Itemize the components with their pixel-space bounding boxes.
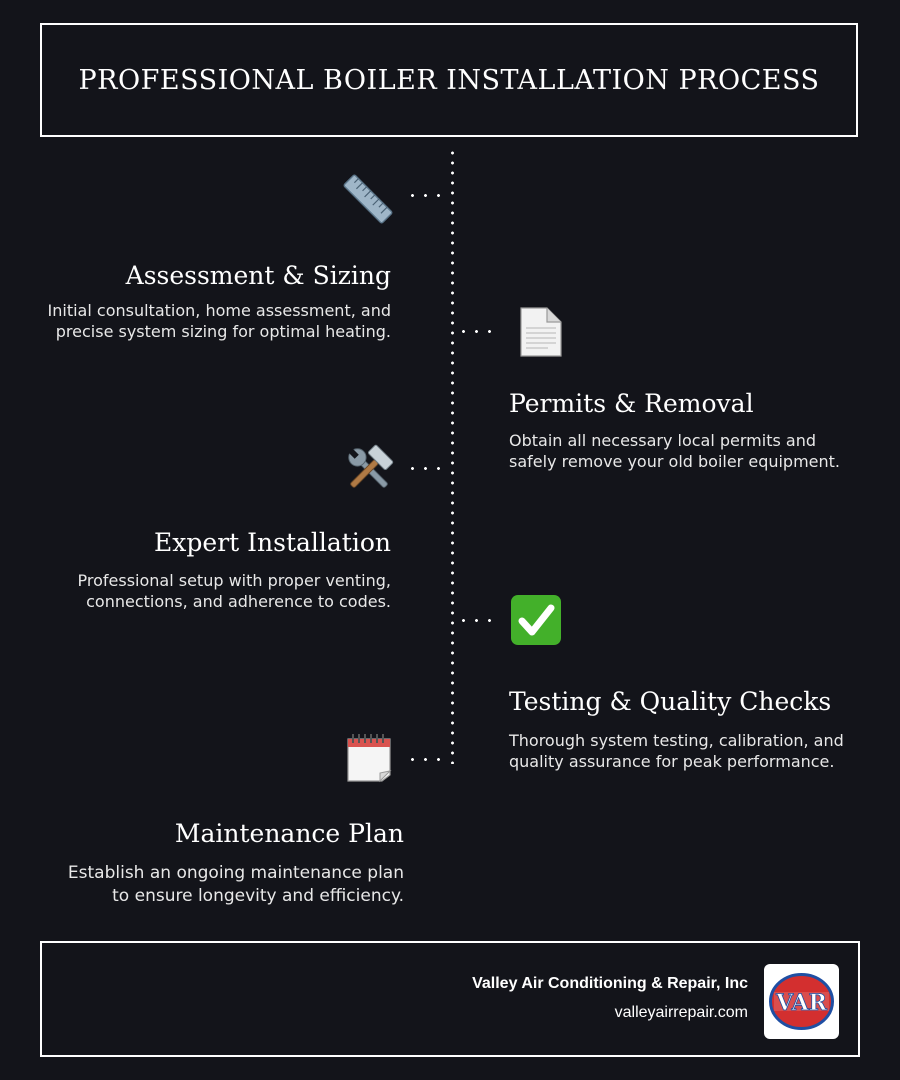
step-desc-maintenance: Establish an ongoing maintenance plan to ensure longevity and efficiency. xyxy=(67,863,404,906)
step-title-assessment: Assessment & Sizing xyxy=(125,261,391,290)
step-title-installation: Expert Installation xyxy=(154,528,391,557)
connector-step-2 xyxy=(457,330,501,333)
connector-step-3 xyxy=(406,467,448,470)
hammer-wrench-icon xyxy=(343,443,395,495)
step-title-testing: Testing & Quality Checks xyxy=(509,687,832,716)
step-desc-permits: Obtain all necessary local permits and safely remove your old boiler equipment. xyxy=(509,431,841,471)
document-icon xyxy=(514,306,566,358)
step-desc-installation: Professional setup with proper venting, connections, and adherence to codes. xyxy=(77,571,391,611)
step-title-maintenance: Maintenance Plan xyxy=(174,819,404,848)
company-url[interactable]: valleyairrepair.com xyxy=(614,1004,748,1021)
step-desc-testing: Thorough system testing, calibration, and quality assurance for peak performance. xyxy=(509,731,844,771)
connector-step-5 xyxy=(406,758,448,761)
timeline-line xyxy=(451,148,454,764)
title-box xyxy=(40,23,858,137)
company-logo xyxy=(764,964,839,1039)
page-title: PROFESSIONAL BOILER INSTALLATION PROCESS xyxy=(78,64,820,96)
company-name: Valley Air Conditioning & Repair, Inc xyxy=(472,975,748,992)
step-title-permits: Permits & Removal xyxy=(509,389,754,418)
footer-box xyxy=(40,941,860,1057)
ruler-icon xyxy=(342,173,394,225)
svg-text:VAR: VAR xyxy=(776,990,827,1016)
connector-step-4 xyxy=(457,619,501,622)
calendar-icon xyxy=(343,731,395,783)
connector-step-1 xyxy=(406,194,448,197)
check-mark-icon xyxy=(510,594,562,646)
step-desc-assessment: Initial consultation, home assessment, and precise system sizing for optimal heating. xyxy=(47,301,391,341)
